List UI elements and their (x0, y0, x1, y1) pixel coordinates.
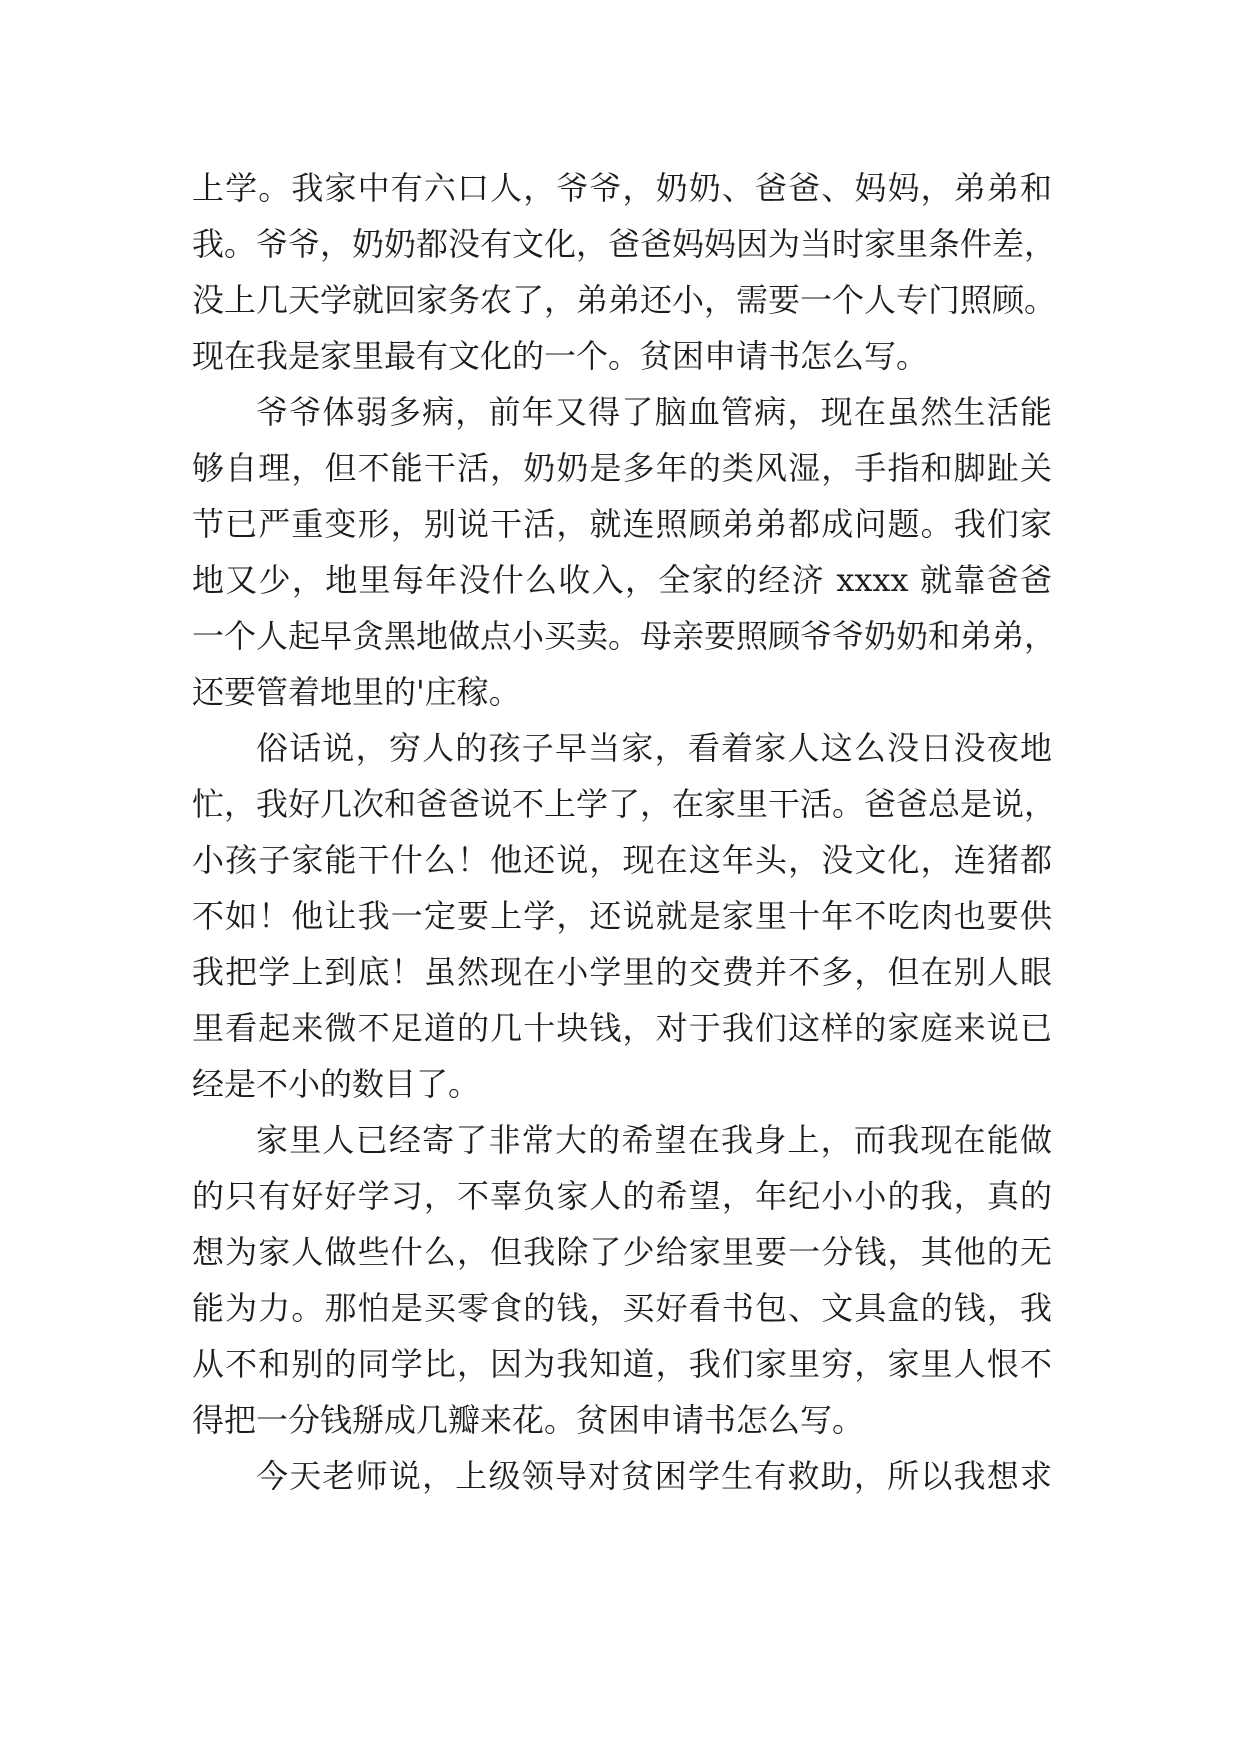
text-line: 小孩子家能干什么！他还说，现在这年头，没文化，连猪都 (192, 841, 1052, 879)
text-line: 里看起来微不足道的几十块钱，对于我们这样的家庭来说已 (192, 1009, 1052, 1047)
text-line: 现在我是家里最有文化的一个。贫困申请书怎么写。 (192, 337, 929, 375)
text-line: 我把学上到底！虽然现在小学里的交费并不多，但在别人眼 (192, 953, 1052, 991)
paragraph-first-line: 今天老师说，上级领导对贫困学生有救助，所以我想求 (256, 1457, 1052, 1495)
text-line: 想为家人做些什么，但我除了少给家里要一分钱，其他的无 (192, 1233, 1052, 1271)
paragraph-first-line: 家里人已经寄了非常大的希望在我身上，而我现在能做 (256, 1121, 1052, 1159)
text-line: 还要管着地里的'庄稼。 (192, 673, 521, 711)
text-line: 一个人起早贪黑地做点小买卖。母亲要照顾爷爷奶奶和弟弟， (192, 617, 1057, 655)
text-line: 经是不小的数目了。 (192, 1065, 481, 1103)
paragraph-first-line: 俗话说，穷人的孩子早当家，看着家人这么没日没夜地 (256, 729, 1052, 767)
text-line: 上学。我家中有六口人，爷爷，奶奶、爸爸、妈妈，弟弟和 (192, 169, 1052, 207)
text-line: 得把一分钱掰成几瓣来花。贫困申请书怎么写。 (192, 1401, 865, 1439)
text-line: 的只有好好学习，不辜负家人的希望，年纪小小的我，真的 (192, 1177, 1052, 1215)
text-line: 够自理，但不能干活，奶奶是多年的类风湿，手指和脚趾关 (192, 449, 1052, 487)
text-line: 从不和别的同学比，因为我知道，我们家里穷，家里人恨不 (192, 1345, 1052, 1383)
text-line: 能为力。那怕是买零食的钱，买好看书包、文具盒的钱，我 (192, 1289, 1052, 1327)
text-line: 忙，我好几次和爸爸说不上学了，在家里干活。爸爸总是说， (192, 785, 1057, 823)
text-line: 地又少，地里每年没什么收入，全家的经济 xxxx 就靠爸爸 (192, 561, 1052, 599)
text-line: 我。爷爷，奶奶都没有文化，爸爸妈妈因为当时家里条件差， (192, 225, 1057, 263)
text-line: 不如！他让我一定要上学，还说就是家里十年不吃肉也要供 (192, 897, 1052, 935)
text-line: 没上几天学就回家务农了，弟弟还小，需要一个人专门照顾。 (192, 281, 1057, 319)
paragraph-first-line: 爷爷体弱多病，前年又得了脑血管病，现在虽然生活能 (256, 393, 1052, 431)
text-line: 节已严重变形，别说干活，就连照顾弟弟都成问题。我们家 (192, 505, 1052, 543)
